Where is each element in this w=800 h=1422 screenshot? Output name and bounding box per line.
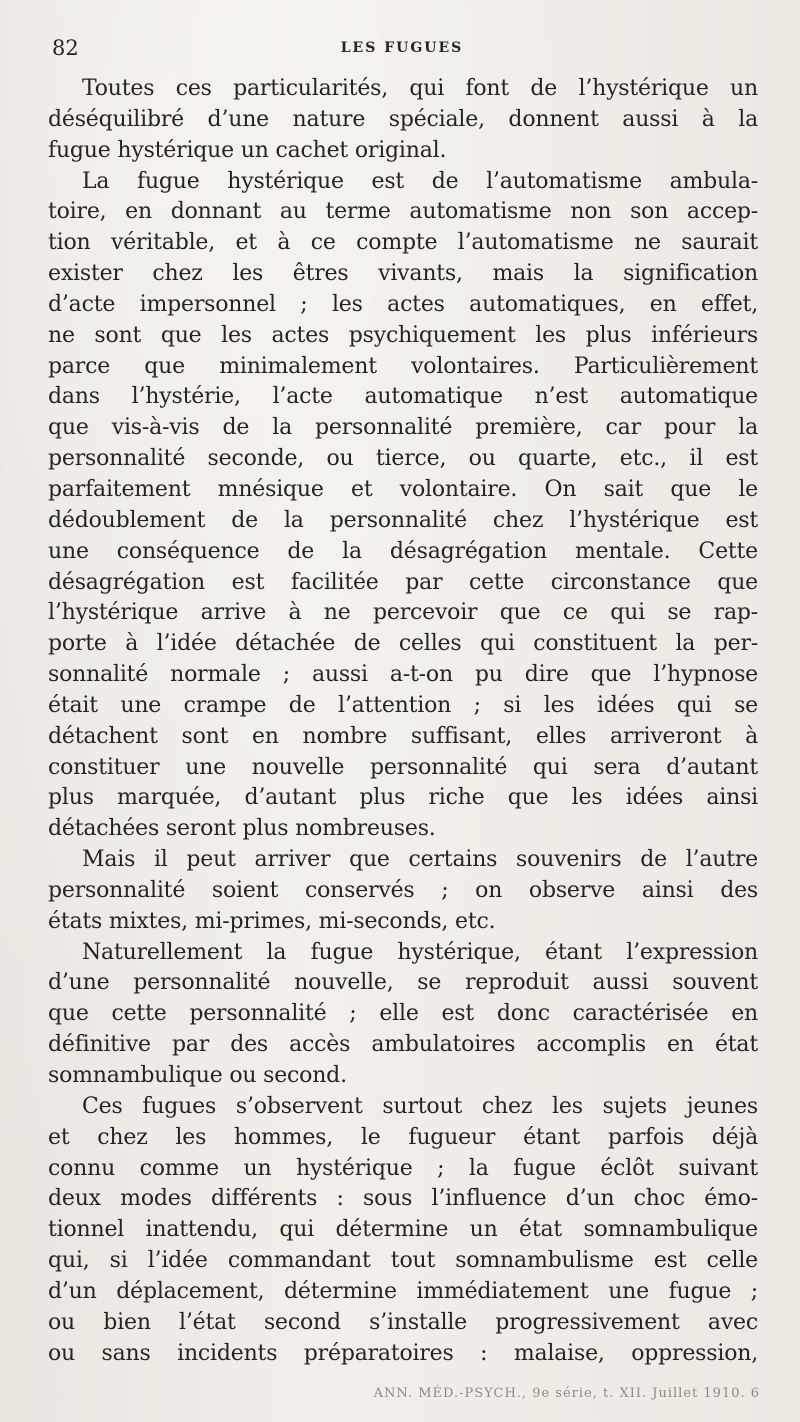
- text-line: déséquilibré d’une nature spéciale, donnent aussi à la: [48, 106, 758, 132]
- text-line: Toutes ces particularités, qui font de l’hystérique un: [82, 76, 758, 101]
- text-line: somnambulique ou second.: [48, 1063, 347, 1088]
- text-line: l’hystérique arrive à ne percevoir que ce qui se rap-: [48, 600, 758, 626]
- text-line: ou bien l’état second s’installe progressivement avec: [48, 1309, 758, 1335]
- text-line: d’un déplacement, détermine immédiatement une fugue ;: [48, 1278, 758, 1304]
- text-line: d’acte impersonnel ; les actes automatiques, en effet,: [48, 291, 758, 317]
- text-line: connu comme un hystérique ; la fugue éclôt suivant: [48, 1155, 758, 1181]
- text-line: ou sans incidents préparatoires : malaise, oppression,: [48, 1340, 758, 1366]
- running-head: [52, 36, 752, 64]
- text-line: Naturellement la fugue hystérique, étant l’expression: [82, 939, 758, 965]
- text-line: La fugue hystérique est de l’automatisme ambula-: [82, 168, 758, 194]
- text-line: désagrégation est facilitée par cette circonstance que: [48, 569, 758, 595]
- text-line: Ces fugues s’observent surtout chez les sujets jeunes: [82, 1093, 758, 1119]
- text-line: que cette personnalité ; elle est donc caractérisée en: [48, 1001, 758, 1027]
- text-line: détachées seront plus nombreuses.: [48, 816, 436, 842]
- body-text: [48, 74, 758, 1369]
- text-line: toire, en donnant au terme automatisme non son accep-: [48, 199, 758, 225]
- text-line: dans l’hystérie, l’acte automatique n’est automatique: [48, 384, 758, 410]
- text-line: états mixtes, mi-primes, mi-seconds, etc.: [48, 908, 496, 934]
- text-line: détachent sont en nombre suffisant, elles arriveront à: [48, 723, 758, 749]
- text-line: ne sont que les actes psychiquement les plus inférieurs: [48, 322, 758, 348]
- text-line: plus marquée, d’autant plus riche que les idées ainsi: [48, 785, 758, 811]
- text-line: tionnel inattendu, qui détermine un état somnambulique: [48, 1217, 758, 1243]
- text-line: dédoublement de la personnalité chez l’hystérique est: [48, 507, 758, 533]
- text-line: tion véritable, et à ce compte l’automatisme ne saurait: [48, 230, 758, 256]
- text-line: qui, si l’idée commandant tout somnambulisme est celle: [48, 1248, 758, 1274]
- text-line: définitive par des accès ambulatoires accomplis en état: [48, 1032, 758, 1058]
- text-line: une conséquence de la désagrégation mentale. Cette: [48, 538, 758, 564]
- text-line: porte à l’idée détachée de celles qui constituent la per-: [48, 631, 758, 657]
- text-line: deux modes différents : sous l’influence d’un choc émo-: [48, 1186, 758, 1212]
- text-line: sonnalité normale ; aussi a-t-on pu dire que l’hypnose: [48, 662, 758, 688]
- text-line: d’une personnalité nouvelle, se reproduit aussi souvent: [48, 970, 758, 996]
- text-line: Mais il peut arriver que certains souvenirs de l’autre: [82, 847, 758, 873]
- text-line: fugue hystérique un cachet original.: [48, 137, 447, 163]
- page-footer: ANN. MÉD.-PSYCH., 9e série, t. XII. Juillet 1910. 6: [373, 1386, 760, 1401]
- text-line: parfaitement mnésique et volontaire. On sait que le: [48, 476, 758, 502]
- page-number: 82: [52, 36, 79, 60]
- text-line: exister chez les êtres vivants, mais la signification: [48, 261, 758, 287]
- text-line: parce que minimalement volontaires. Particulièrement: [48, 353, 758, 379]
- text-line: constituer une nouvelle personnalité qui sera d’autant: [48, 754, 758, 780]
- text-line: personnalité soient conservés ; on observe ainsi des: [48, 877, 758, 903]
- text-line: personnalité seconde, ou tierce, ou quarte, etc., il est: [48, 446, 758, 472]
- text-line: que vis-à-vis de la personnalité première, car pour la: [48, 415, 758, 441]
- running-title: LES FUGUES: [340, 40, 464, 56]
- text-line: et chez les hommes, le fugueur étant parfois déjà: [48, 1124, 758, 1150]
- text-line: était une crampe de l’attention ; si les idées qui se: [48, 692, 758, 718]
